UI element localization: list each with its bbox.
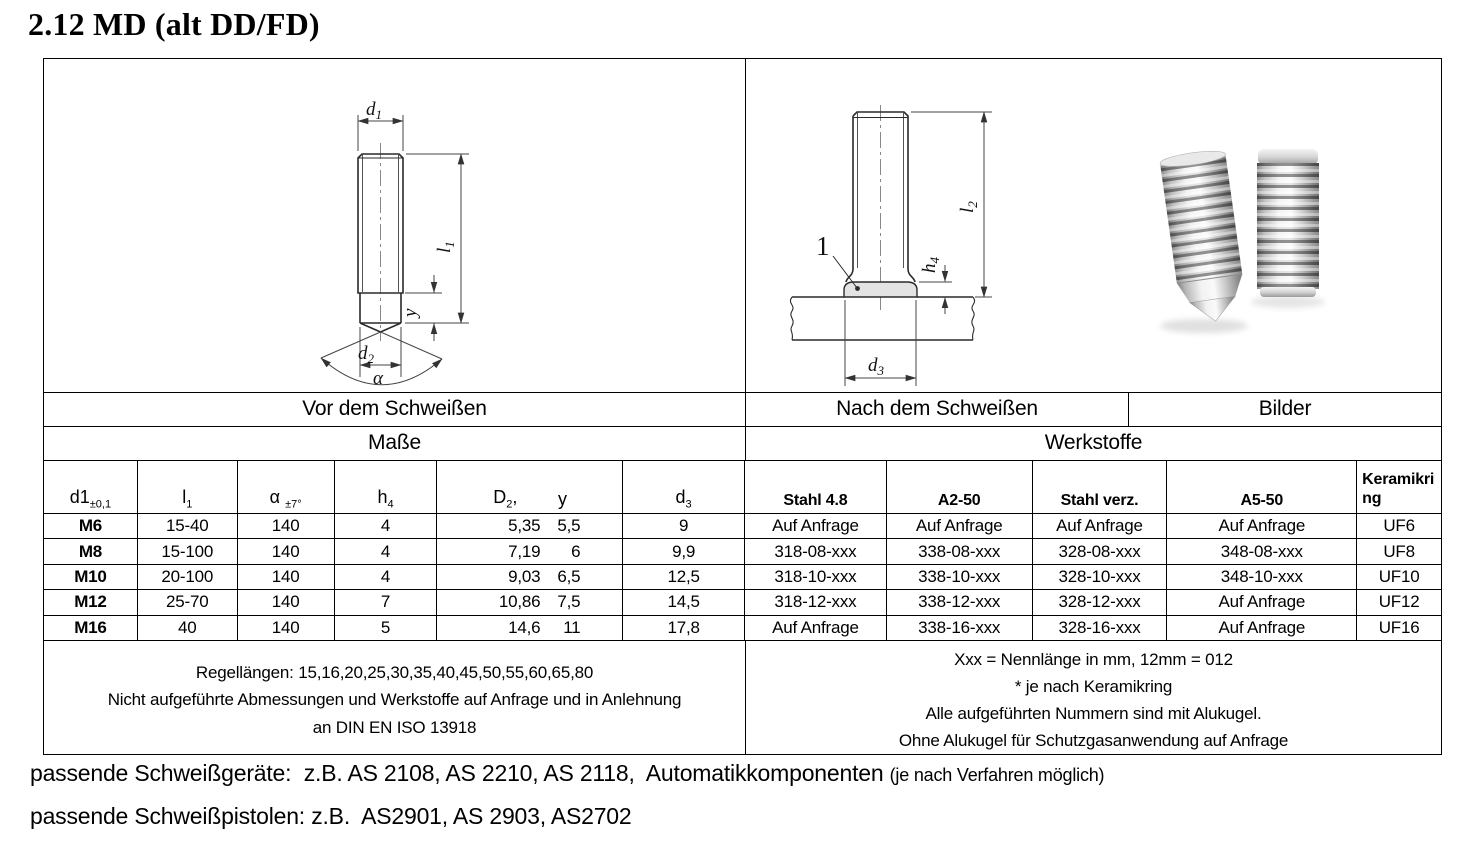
cell-ring: UF6 [1383,516,1415,536]
cell-d3: 14,5 [623,590,745,614]
col-d1: $d1_{\pm 0,1}$ [44,461,138,513]
dim-label-y: y [400,308,421,317]
cell-a250: 338-16-xxx [887,616,1033,640]
col-alpha: α $_{\pm 7^\circ}$ [238,461,335,513]
col-a550: A5-50 [1167,461,1357,513]
cell-D2-y: 5,35 5,5 [437,514,623,538]
drawings-row [44,59,1441,392]
dim-label-alpha: α [373,368,383,389]
cell-d3: 9 [623,514,745,538]
label-before-welding: Vor dem Schweißen [44,393,746,426]
dim-label-d2: $d_2$ [358,343,374,366]
dim-label-d1: $d_1$ [366,99,382,122]
cell-h4: 5 [335,616,438,640]
cell-stahl48: 318-10-xxx [745,565,887,589]
cell-stahl-verz: Auf Anfrage [1033,514,1168,538]
cell-d3: 17,8 [623,616,745,640]
dim-label-h4: $h_4$ [919,257,942,273]
cell-a550: 348-10-xxx [1167,565,1357,589]
leader-dot [855,286,860,291]
section-label-row [44,392,1441,426]
col-l1: $l_1$ [138,461,238,513]
cell-ring: UF8 [1383,541,1415,561]
cell-stahl48: Auf Anfrage [745,616,887,640]
cell-h4: 4 [335,539,438,563]
note-line: Alle aufgeführten Nummern sind mit Alukugel. [925,703,1262,723]
cell-h4: 4 [335,514,438,538]
cell-stahl48: Auf Anfrage [745,514,887,538]
cell-h4: 4 [335,565,438,589]
stud-photos [1159,148,1325,333]
cell-a550: Auf Anfrage [1167,616,1357,640]
after-welding-cell [746,59,1442,392]
col-stahl48: Stahl 4.8 [745,461,887,513]
welding-devices-line: passende Schweißgeräte: z.B. AS 2108, AS 2210, AS 2118, Automatikkomponenten (je nach Verfahren möglich) [30,760,1105,786]
cell-stahl48: 318-12-xxx [745,590,887,614]
col-h4: $h_4$ [335,461,438,513]
group-materials: Werkstoffe [1044,431,1143,455]
cell-size: M10 [44,565,138,589]
cell-alpha: 140 [238,514,335,538]
cell-ring: UF10 [1378,567,1420,587]
notes-dimensions [44,641,746,754]
plate [790,297,974,340]
cell-ring: UF12 [1378,592,1420,612]
col-d3: $d_3$ [623,461,745,513]
col-keramikring: Keramikring [1362,471,1435,508]
cell-stahl-verz: 328-08-xxx [1033,539,1168,563]
cell-l1: 20-100 [138,565,238,589]
cell-a250: 338-10-xxx [887,565,1033,589]
cell-stahl-verz: 328-10-xxx [1033,565,1168,589]
note-line: * je nach Keramikring [1014,676,1173,696]
cell-size: M6 [44,514,138,538]
weld-collar [844,282,917,297]
cell-stahl-verz: 328-16-xxx [1033,616,1168,640]
note-line: Nicht aufgeführte Abmessungen und Werkstoffe auf Anfrage und in Anlehnung [107,690,682,710]
cell-alpha: 140 [238,590,335,614]
cell-stahl-verz: 328-12-xxx [1033,590,1168,614]
welding-devices-note: (je nach Verfahren möglich) [889,765,1105,785]
cell-D2-y: 7,19 6 [437,539,623,563]
note-line: Xxx = Nennlänge in mm, 12mm = 012 [954,649,1233,669]
col-a250: A2-50 [887,461,1033,513]
after-welding-drawing [790,105,992,386]
cell-alpha: 140 [238,565,335,589]
cell-alpha: 140 [238,616,335,640]
photo-shadow [1251,296,1325,308]
cell-a250: Auf Anfrage [887,514,1033,538]
cell-size: M8 [44,539,138,563]
photo-shadow [1160,319,1248,333]
page-title: 2.12 MD (alt DD/FD) [28,6,320,42]
label-images: Bilder [1258,397,1312,421]
table-row-m16 [44,615,1441,640]
cell-ring: UF16 [1378,617,1420,637]
cell-size: M12 [44,590,138,614]
cell-a550: Auf Anfrage [1167,514,1357,538]
stud-photo-pointed [1159,148,1248,326]
note-line: an DIN EN ISO 13918 [312,717,477,737]
cell-D2-y: 9,03 6,5 [437,565,623,589]
notes-materials [746,641,1441,754]
label-after-welding: Nach dem Schweißen [746,393,1129,426]
before-welding-diagram [44,59,746,392]
column-header-row [44,460,1441,513]
cell-alpha: 140 [238,539,335,563]
cell-a550: 348-08-xxx [1167,539,1357,563]
col-stahl-verz: Stahl verz. [1033,461,1168,513]
cell-l1: 40 [138,616,238,640]
dim-label-d3: $d_3$ [868,355,884,378]
stud-photo-flat [1257,149,1319,297]
dim-label-l2: $l_2$ [957,201,980,213]
callout-1: 1 [816,231,830,261]
dim-label-l1: $l_1$ [434,241,457,253]
cell-stahl48: 318-08-xxx [745,539,887,563]
group-dimensions: Maße [44,427,746,461]
cell-a250: 338-08-xxx [887,539,1033,563]
group-row [44,426,1441,461]
cell-l1: 15-100 [138,539,238,563]
table-row-m12 [44,589,1441,614]
cell-l1: 25-70 [138,590,238,614]
cell-D2-y: 14,6 11 [437,616,623,640]
note-line: Ohne Alukugel für Schutzgasanwendung auf Anfrage [898,730,1289,750]
table-row-m10 [44,564,1441,589]
cell-d3: 12,5 [623,565,745,589]
cell-a550: Auf Anfrage [1167,590,1357,614]
col-D2-y: $D_2$, y [437,461,623,513]
cell-a250: 338-12-xxx [887,590,1033,614]
notes-row [44,640,1441,754]
spec-sheet-table [43,58,1442,755]
table-row-m6 [44,513,1441,538]
cell-size: M16 [44,616,138,640]
cell-D2-y: 10,86 7,5 [437,590,623,614]
note-line: Regellängen: 15,16,20,25,30,35,40,45,50,55,60,65,80 [195,662,594,682]
cell-l1: 15-40 [138,514,238,538]
dimension-lines [833,112,992,386]
cell-h4: 7 [335,590,438,614]
table-row-m8 [44,538,1441,563]
welding-guns-line: passende Schweißpistolen: z.B. AS2901, AS 2903, AS2702 [30,803,632,829]
cell-d3: 9,9 [623,539,745,563]
